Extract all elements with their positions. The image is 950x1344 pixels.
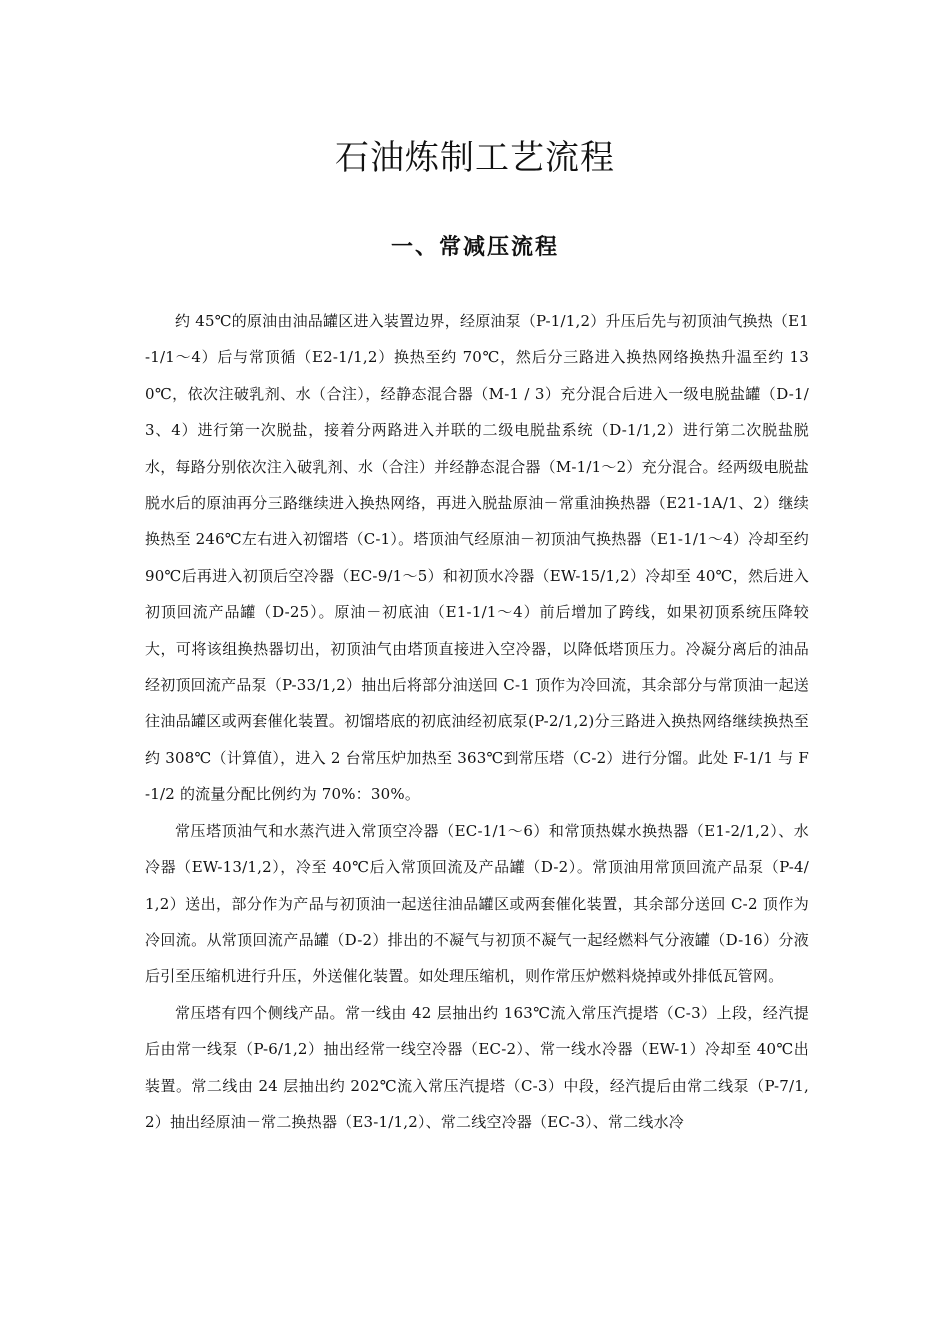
document-title: 石油炼制工艺流程: [335, 138, 615, 178]
paragraph: 常压塔有四个侧线产品。常一线由 42 层抽出约 163℃流入常压汽提塔（C-3）上段，经汽提后由常一线泵（P-6/1,2）抽出经常一线空冷器（EC-2）、常一线水冷器（EW-1）冷却至 40℃出装置。常二线由 24 层抽出约 202℃流入常压汽提塔（C-3）中段，经汽提后由常二线泵（P-7/1,2）抽出经原油－常二换热器（E3-1/1,2）、常二线空冷器（EC-3）、常二线水冷: [145, 1003, 809, 1131]
document-body: [145, 303, 809, 1140]
section-title: 一、常减压流程: [390, 235, 559, 260]
paragraph: 约 45℃的原油由油品罐区进入装置边界，经原油泵（P-1/1,2）升压后先与初顶油气换热（E1-1/1～4）后与常顶循（E2-1/1,2）换热至约 70℃，然后分三路进入换热网络换热升温至约 130℃，依次注破乳剂、水（合注），经静态混合器（M-1 / 3）充分混合后进入一级电脱盐罐（D-1/3、4）进行第一次脱盐，接着分两路进入并联的二级电脱盐系统（D-1/1,2）进行第二次脱盐脱水，每路分别依次注入破乳剂、水（合注）并经静态混合器（M-1/1～2）充分混合。经两级电脱盐脱水后的原油再分三路继续进入换热网络，再进入脱盐原油－常重油换热器（E21-1A/1、2）继续换热至 246℃左右进入初馏塔（C-1）。塔顶油气经原油－初顶油气换热器（E1-1/1～4）冷却至约 90℃后再进入初顶后空冷器（EC-9/1～5）和初顶水冷器（EW-15/1,2）冷却至 40℃，然后进入初顶回流产品罐（D-25）。原油－初底油（E1-1/1～4）前后增加了跨线，如果初顶系统压降较大，可将该组换热器切出，初顶油气由塔顶直接进入空冷器，以降低塔顶压力。冷凝分离后的油品经初顶回流产品泵（P-33/1,2）抽出后将部分油送回 C-1 顶作为冷回流，其余部分与常顶油一起送往油品罐区或两套催化装置。初馏塔底的初底油经初底泵(P-2/1,2)分三路进入换热网络继续换热至约 308℃（计算值），进入 2 台常压炉加热至 363℃到常压塔（C-2）进行分馏。此处 F-1/1 与 F-1/2 的流量分配比例约为 70%：30%。: [145, 312, 809, 804]
paragraph: 常压塔顶油气和水蒸汽进入常顶空冷器（EC-1/1～6）和常顶热媒水换热器（E1-2/1,2）、水冷器（EW-13/1,2），冷至 40℃后入常顶回流及产品罐（D-2）。常顶油用常顶回流产品泵（P-4/1,2）送出，部分作为产品与初顶油一起送往油品罐区或两套催化装置，其余部分送回 C-2 顶作为冷回流。从常顶回流产品罐（D-2）排出的不凝气与初顶不凝气一起经燃料气分液罐（D-16）分液后引至压缩机进行升压，外送催化装置。如处理压缩机，则作常压炉燃料烧掉或外排低瓦管网。: [145, 821, 809, 986]
